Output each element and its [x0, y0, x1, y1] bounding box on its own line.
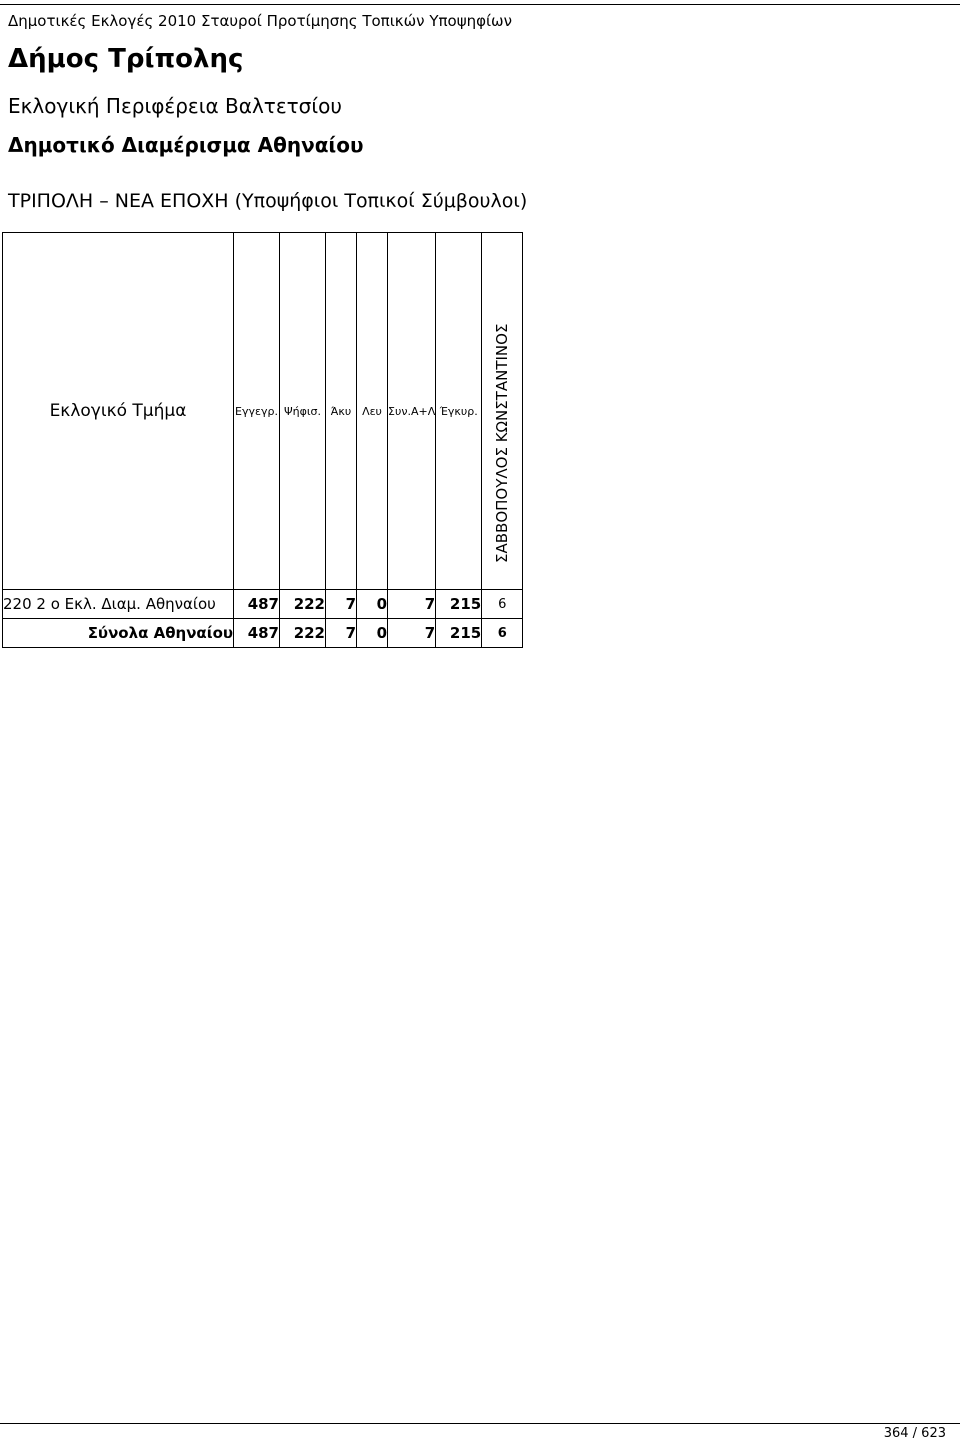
- col-header-sum-invalid-blank: Συν.Α+Λ: [388, 233, 436, 590]
- totals-row: [3, 619, 523, 648]
- cell-candidate-votes: 6: [482, 590, 523, 619]
- col-header-candidate: [482, 233, 523, 590]
- col-header-invalid: Άκυ: [326, 233, 357, 590]
- cell-section: 220 2 ο Εκλ. Διαμ. Αθηναίου: [3, 590, 234, 619]
- party-title: ΤΡΙΠΟΛΗ – ΝΕΑ ΕΠΟΧΗ (Υποψήφιοι Τοπικοί Σύμβουλοι): [8, 190, 528, 212]
- cell-sum-invalid-blank: 7: [388, 590, 436, 619]
- total-blank: 0: [357, 619, 388, 648]
- table-header-row: [3, 233, 523, 590]
- cell-valid: 215: [436, 590, 482, 619]
- cell-invalid: 7: [326, 590, 357, 619]
- top-rule: [0, 4, 960, 5]
- candidate-name: ΣΑΒΒΟΠΟΥΛΟΣ ΚΩΝΣΤΑΝΤΙΝΟΣ: [493, 323, 512, 563]
- total-sum-invalid-blank: 7: [388, 619, 436, 648]
- col-header-section: Εκλογικό Τμήμα: [3, 233, 234, 590]
- totals-label: Σύνολα Αθηναίου: [3, 619, 234, 648]
- table-row: [3, 590, 523, 619]
- total-invalid: 7: [326, 619, 357, 648]
- municipality-title: Δήμος Τρίπολης: [8, 44, 244, 74]
- municipal-district: Δημοτικό Διαμέρισμα Αθηναίου: [8, 133, 364, 157]
- total-candidate-votes: 6: [482, 619, 523, 648]
- col-header-blank: Λευ: [357, 233, 388, 590]
- cell-blank: 0: [357, 590, 388, 619]
- total-registered: 487: [234, 619, 280, 648]
- col-header-registered: Εγγεγρ.: [234, 233, 280, 590]
- cell-registered: 487: [234, 590, 280, 619]
- col-header-voted: Ψήφισ.: [280, 233, 326, 590]
- results-table: [2, 232, 523, 648]
- col-header-valid: Έγκυρ.: [436, 233, 482, 590]
- total-voted: 222: [280, 619, 326, 648]
- cell-voted: 222: [280, 590, 326, 619]
- running-header: Δημοτικές Εκλογές 2010 Σταυροί Προτίμησης Τοπικών Υποψηφίων: [8, 12, 513, 30]
- page-number: 364 / 623: [883, 1426, 946, 1441]
- bottom-rule: [0, 1423, 960, 1424]
- total-valid: 215: [436, 619, 482, 648]
- electoral-region: Εκλογική Περιφέρεια Βαλτετσίου: [8, 94, 342, 118]
